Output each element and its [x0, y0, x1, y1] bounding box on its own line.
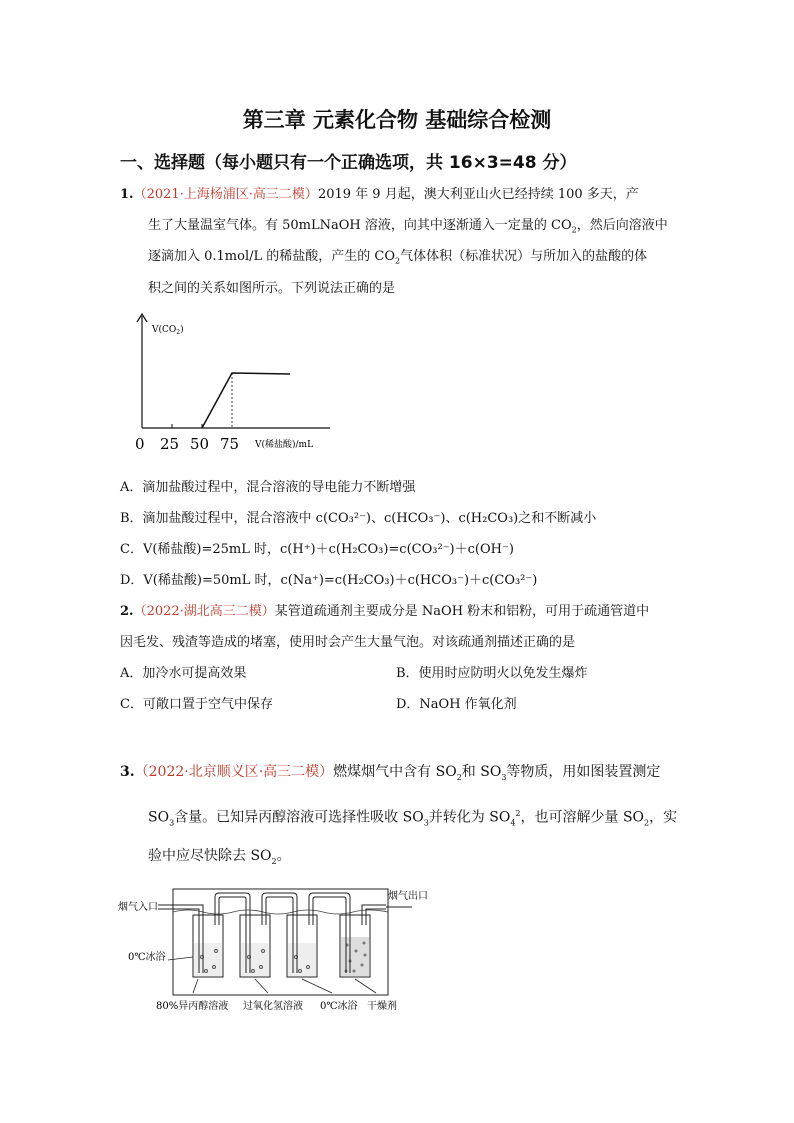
q3-text-1b: 和 SO	[461, 764, 502, 780]
label4-pointer	[355, 979, 376, 993]
tick-label-50: 50	[190, 435, 210, 453]
q2-number: 2.	[120, 604, 134, 619]
co2-volume-graph	[130, 310, 340, 458]
q3-source: （2022·北京顺义区·高三二模）	[134, 764, 334, 780]
sub-2: 2	[456, 772, 462, 782]
q3-text-2b: 含量。已知异丙醇溶液可选择性吸收 SO	[174, 809, 424, 826]
tick-label-25: 25	[160, 435, 180, 453]
sup-2minus: 2	[515, 809, 521, 818]
q1-line-2	[148, 216, 668, 241]
q2-option-c: C．可敞口置于空气中保存	[120, 697, 273, 712]
q1-option-d: D．V(稀盐酸)=50mL 时，c(Na⁺)=c(H₂CO₃)＋c(HCO₃⁻)＋c(CO₃²⁻)	[120, 573, 538, 588]
q2-option-b: B．使用时应防明火以免发生爆炸	[396, 666, 588, 681]
q1-option-a: A．滴加盐酸过程中，混合溶液的导电能力不断增强	[120, 480, 416, 495]
q3-text-1a: 燃煤烟气中含有 SO	[333, 764, 457, 780]
q3-line-3	[148, 846, 291, 872]
sub-2: 2	[271, 856, 277, 866]
q2-line-2: 因毛发、残渣等造成的堵塞，使用时会产生大量气泡。对该疏通剂描述正确的是	[120, 635, 576, 650]
q1-number: 1.	[120, 187, 134, 202]
q1-text-3a: 逐滴加入 0.1mol/L 的稀盐酸，产生的 CO	[148, 249, 396, 264]
q3-text-3b: 。	[276, 848, 291, 864]
q1-text-2b: ，然后向溶液中	[576, 218, 668, 233]
q1-text-2a: 生了大量温室气体。有 50mLNaOH 溶液，向其中逐渐通入一定量的 CO	[148, 218, 572, 233]
label2-pointer	[255, 979, 268, 993]
q1-text-1: 2019 年 9 月起，澳大利亚山火已经持续 100 多天，产	[317, 187, 639, 202]
q2-option-a: A．加冷水可提高效果	[120, 666, 247, 681]
q2-option-d: D．NaOH 作氧化剂	[396, 697, 517, 712]
sub-3: 3	[169, 818, 175, 828]
peroxide-label: 过氧化氢溶液	[243, 1001, 303, 1012]
outlet-label: 烟气出口	[388, 891, 428, 902]
q3-text-1c: 等物质，用如图装置测定	[506, 764, 661, 780]
sub-4: 4	[510, 818, 516, 828]
icebath-pointer	[168, 957, 193, 960]
q3-line-2	[148, 804, 677, 833]
sub-3: 3	[423, 818, 429, 828]
q3-number: 3.	[120, 764, 135, 780]
q3-text-2e: ，实	[649, 809, 678, 826]
q1-text-3b: 气体体积（标准状况）与所加入的盐酸的体	[400, 249, 648, 264]
sub-2: 2	[571, 225, 577, 235]
q3-text-2c: 并转化为 SO	[428, 809, 511, 826]
q3-line-1	[120, 762, 660, 788]
q1-option-c: C．V(稀盐酸)=25mL 时，c(H⁺)＋c(H₂CO₃)=c(CO₃²⁻)＋c(OH⁻)	[120, 542, 514, 557]
sub-2: 2	[395, 256, 401, 266]
q3-text-2a: SO	[148, 809, 170, 826]
x-label: V(稀盐酸)/mL	[255, 440, 314, 450]
drying-agent-label: 干燥剂	[367, 1001, 397, 1012]
q2-line-1	[120, 602, 649, 622]
tick-label-0: 0	[135, 435, 145, 453]
co2-curve	[202, 373, 290, 428]
q2-source: （2022·湖北高三二模）	[133, 604, 275, 619]
section-heading: 一、选择题（每小题只有一个正确选项，共 16×3=48 分）	[120, 153, 577, 173]
label3-pointer	[302, 979, 332, 993]
q3-text-3a: 验中应尽快除去 SO	[148, 848, 272, 864]
bath-water-surface	[173, 910, 388, 914]
q3-text-2d: ，也可溶解少量 SO	[520, 809, 645, 826]
label1-pointer	[193, 979, 198, 993]
icebath-right-label: 0℃冰浴	[320, 1001, 358, 1012]
page-title: 第三章 元素化合物 基础综合检测	[242, 108, 552, 132]
q1-line-1	[120, 185, 639, 205]
sub-3: 3	[501, 772, 507, 782]
outlet-tube	[362, 905, 386, 925]
q1-line-4: 积之间的关系如图所示。下列说法正确的是	[148, 281, 396, 296]
so3-apparatus-diagram	[118, 885, 428, 1017]
y-label: $V(CO_2)$	[152, 325, 184, 336]
sub-2: 2	[644, 818, 650, 828]
inlet-label: 烟气入口	[118, 902, 158, 913]
q1-option-b: B．滴加盐酸过程中，混合溶液中 c(CO₃²⁻)、c(HCO₃⁻)、c(H₂CO₃)之和不断减小	[120, 511, 597, 526]
tick-label-75: 75	[220, 435, 240, 453]
q1-line-3	[148, 247, 647, 272]
icebath-left-label: 0℃冰浴	[128, 952, 166, 963]
isopropanol-label: 80%异丙醇溶液	[156, 1001, 229, 1012]
q1-source: （2021·上海杨浦区·高三二模）	[133, 187, 318, 202]
q2-text-1: 某管道疏通剂主要成分是 NaOH 粉末和铝粉，可用于疏通管道中	[274, 604, 650, 619]
